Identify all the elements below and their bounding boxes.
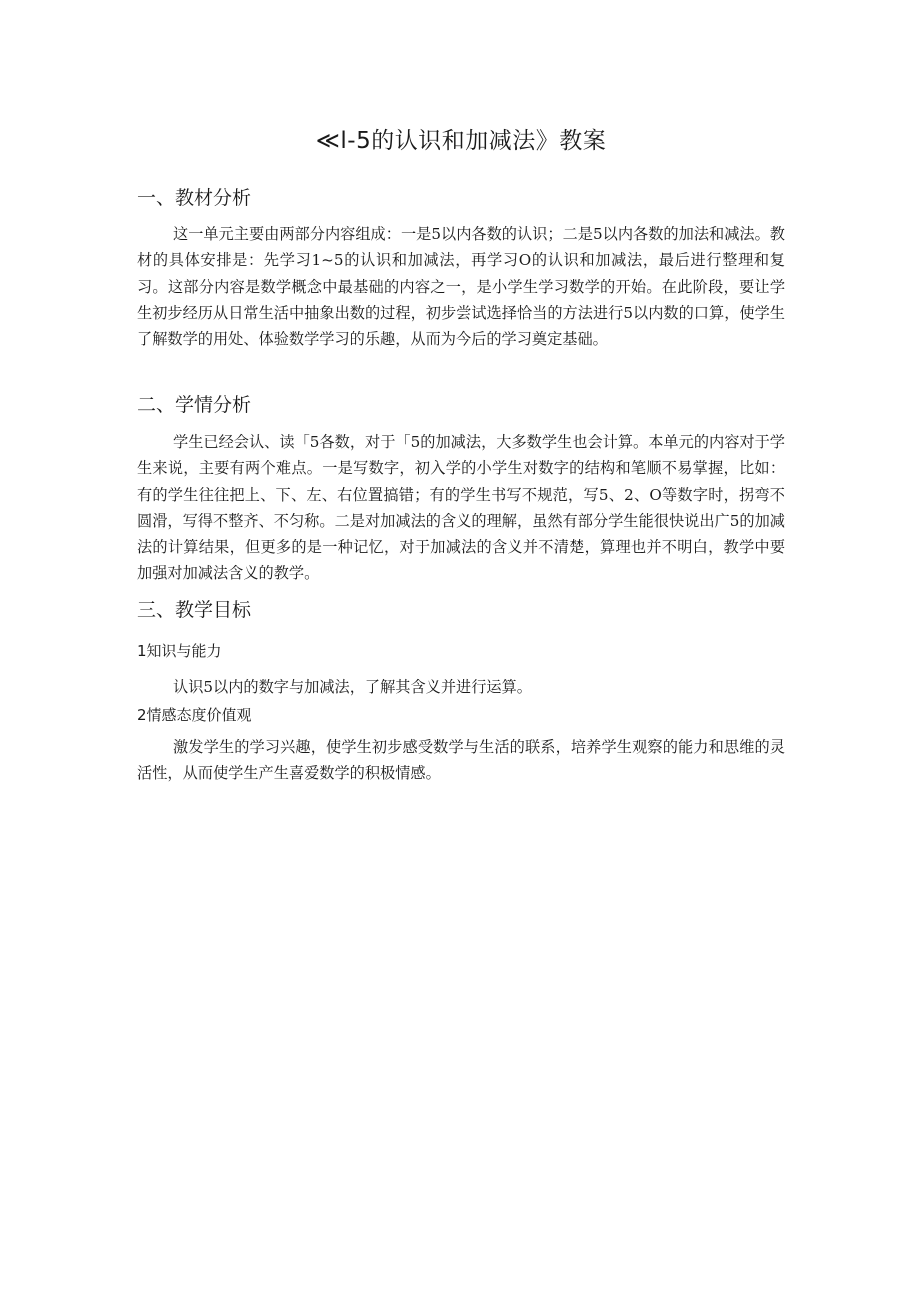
goal-emotion-values-text: 激发学生的学习兴趣，使学生初步感受数学与生活的联系，培养学生观察的能力和思维的灵活性，从而使学生产生喜爱数学的积极情感。 xyxy=(137,738,785,783)
goal-emotion-values-label: 2情感态度价值观 xyxy=(137,706,252,724)
document-title: ≪l-5的认识和加减法》教案 xyxy=(315,128,607,154)
section-heading-teaching-goals: 三、教学目标 xyxy=(137,599,252,621)
goal-knowledge-ability-label: 1知识与能力 xyxy=(137,642,222,660)
textbook-analysis-paragraph: 这一单元主要由两部分内容组成：一是5以内各数的认识；二是5以内各数的加法和减法。教材的具体安排是：先学习1~5的认识和加减法，再学习O的认识和加减法，最后进行整理和复习。这部分内容是数学概念中最基础的内容之一，是小学生学习数学的开始。在此阶段，要让学生初步经历从日常生活中抽象出数的过程，初步尝试选择恰当的方法进行5以内数的口算，使学生了解数学的用处、体验数学学习的乐趣，从而为今后的学习奠定基础。 xyxy=(137,225,785,349)
section-heading-textbook-analysis: 一、教材分析 xyxy=(137,187,252,209)
section-heading-learner-analysis: 二、学情分析 xyxy=(137,394,252,416)
goal-knowledge-ability-text: 认识5以内的数字与加减法，了解其含义并进行运算。 xyxy=(173,678,532,696)
learner-analysis-paragraph: 学生已经会认、读「5各数，对于「5的加减法，大多数学生也会计算。本单元的内容对于学生来说，主要有两个难点。一是写数字，初入学的小学生对数字的结构和笔顺不易掌握，比如：有的学生往往把上、下、左、右位置搞错；有的学生书写不规范，写5、2、O等数字时，拐弯不圆滑，写得不整齐、不匀称。二是对加减法的含义的理解，虽然有部分学生能很快说出广5的加减法的计算结果，但更多的是一种记忆，对于加减法的含义并不清楚，算理也并不明白，教学中要加强对加减法含义的教学。 xyxy=(137,433,785,583)
